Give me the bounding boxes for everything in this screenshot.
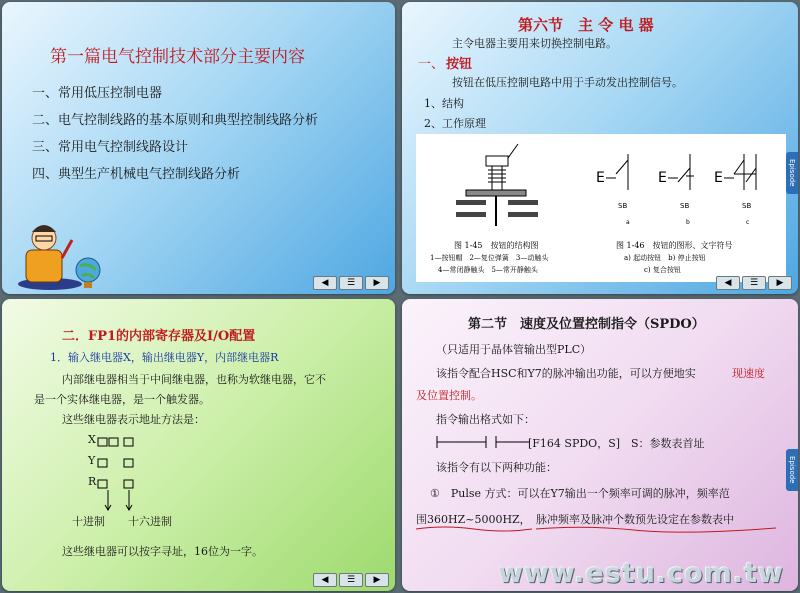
slide4-episode-tab[interactable]: Episode bbox=[786, 449, 798, 491]
symbol-c-label: SB bbox=[742, 202, 752, 210]
professor-clipart-icon bbox=[10, 212, 110, 292]
symbol-b-label: SB bbox=[680, 202, 690, 210]
symbol-a-letter: E bbox=[596, 170, 605, 186]
slide4-line7b: 脉冲频率及脉冲个数预先设定在参数表中 bbox=[536, 513, 734, 526]
address-boxes-diagram bbox=[96, 433, 146, 517]
slide1-nav bbox=[313, 276, 389, 290]
slide3-para3: 这些继电器表示地址方法是： bbox=[62, 413, 205, 426]
slide2-section-title: 按钮 bbox=[446, 57, 473, 72]
slide1-item-3: 三、常用电气控制线路设计 bbox=[32, 140, 189, 155]
slide2-sub1: 1、结构 bbox=[424, 97, 464, 110]
fig-left-legend-1: 1—按钮帽 2—复位弹簧 3—动触头 bbox=[430, 254, 549, 262]
ladder-contact-symbol bbox=[436, 435, 532, 449]
fig-left-legend-2: 4—常闭静触头 5—常开静触头 bbox=[438, 266, 538, 274]
button-structure-drawing bbox=[446, 140, 546, 230]
site-watermark: www.estu.com.tw bbox=[498, 558, 784, 589]
slide4-line2b: 现速度 bbox=[732, 367, 765, 380]
slide2-episode-tab[interactable]: Episode bbox=[786, 152, 798, 194]
slide4-title: 第二节 速度及位置控制指令（SPDO） bbox=[468, 317, 705, 332]
symbol-a-sub: a bbox=[626, 219, 630, 226]
slide1-item-2: 二、电气控制线路的基本原则和典型控制线路分析 bbox=[32, 113, 319, 128]
slide2-intro: 主令电器主要用来切换控制电路。 bbox=[452, 37, 617, 50]
slide2-section-desc: 按钮在低压控制电路中用于手动发出控制信号。 bbox=[452, 76, 683, 89]
slide4-line7a: 围360HZ~5000HZ， bbox=[416, 513, 531, 526]
prev-arrow-icon[interactable]: ◀ bbox=[313, 276, 337, 290]
slide4-instr: [F164 SPDO，S] S：参数表首址 bbox=[528, 437, 705, 450]
fig-right-legend-2: c) 复合按钮 bbox=[644, 266, 681, 274]
reg-r-label: R bbox=[88, 475, 97, 488]
slide1-item-1: 一、常用低压控制电器 bbox=[32, 86, 163, 101]
hex-label: 十六进制 bbox=[128, 515, 172, 528]
slide-1[interactable] bbox=[2, 2, 395, 294]
slide-2[interactable] bbox=[402, 2, 798, 294]
reg-y-label: Y bbox=[88, 454, 96, 467]
menu-icon[interactable]: ☰ bbox=[742, 276, 766, 290]
slide1-title: 第一篇电气控制技术部分主要内容 bbox=[50, 47, 305, 67]
next-arrow-icon[interactable]: ▶ bbox=[365, 573, 389, 587]
dec-label: 十进制 bbox=[72, 515, 105, 528]
next-arrow-icon[interactable]: ▶ bbox=[768, 276, 792, 290]
prev-arrow-icon[interactable]: ◀ bbox=[716, 276, 740, 290]
slide2-nav bbox=[716, 276, 792, 290]
slide3-para2: 是一个实体继电器，是一个触发器。 bbox=[34, 393, 210, 406]
symbol-c-letter: E bbox=[714, 170, 723, 186]
fig-left-caption: 图 1-45 按钮的结构图 bbox=[454, 241, 539, 250]
slide4-line3: 及位置控制。 bbox=[416, 389, 482, 402]
slide3-line1: 1．输入继电器X，输出继电器Y，内部继电器R bbox=[50, 351, 279, 364]
slide1-item-4: 四、典型生产机械电气控制线路分析 bbox=[32, 167, 241, 182]
fig-right-legend-1: a) 起动按钮 b) 停止按钮 bbox=[624, 254, 706, 262]
slide4-line6: ① Pulse 方式：可以在Y7输出一个频率可调的脉冲，频率范 bbox=[430, 487, 730, 500]
slide4-line2a: 该指令配合HSC和Y7的脉冲输出功能，可以方便地实 bbox=[436, 367, 696, 380]
symbol-a-label: SB bbox=[618, 202, 628, 210]
underline-scribble bbox=[414, 523, 784, 535]
slide3-nav bbox=[313, 573, 389, 587]
symbol-b-sub: b bbox=[686, 219, 690, 226]
menu-icon[interactable]: ☰ bbox=[339, 276, 363, 290]
slide3-footer: 这些继电器可以按字寻址，16位为一字。 bbox=[62, 545, 263, 558]
slide-4[interactable] bbox=[402, 299, 798, 591]
slide4-line5: 该指令有以下两种功能： bbox=[436, 461, 557, 474]
fig-right-caption: 图 1-46 按钮的图形、文字符号 bbox=[616, 241, 733, 250]
prev-arrow-icon[interactable]: ◀ bbox=[313, 573, 337, 587]
symbol-c-sub: c bbox=[746, 219, 750, 226]
reg-x-label: X bbox=[88, 433, 96, 446]
slide3-title: 二．FP1的内部寄存器及I/O配置 bbox=[62, 329, 256, 344]
symbol-b-letter: E bbox=[658, 170, 667, 186]
slide4-line1: （只适用于晶体管输出型PLC） bbox=[436, 343, 592, 356]
slide4-line4: 指令输出格式如下： bbox=[436, 413, 535, 426]
slide2-section-label: 一、 bbox=[418, 57, 445, 72]
slide2-title: 第六节 主 令 电 器 bbox=[518, 16, 654, 34]
button-symbols-drawing bbox=[596, 146, 776, 226]
next-arrow-icon[interactable]: ▶ bbox=[365, 276, 389, 290]
slide2-sub2: 2、工作原理 bbox=[424, 117, 486, 130]
menu-icon[interactable]: ☰ bbox=[339, 573, 363, 587]
slide-3[interactable] bbox=[2, 299, 395, 591]
button-figure bbox=[416, 134, 786, 282]
slide3-para1: 内部继电器相当于中间继电器，也称为软继电器，它不 bbox=[62, 373, 326, 386]
